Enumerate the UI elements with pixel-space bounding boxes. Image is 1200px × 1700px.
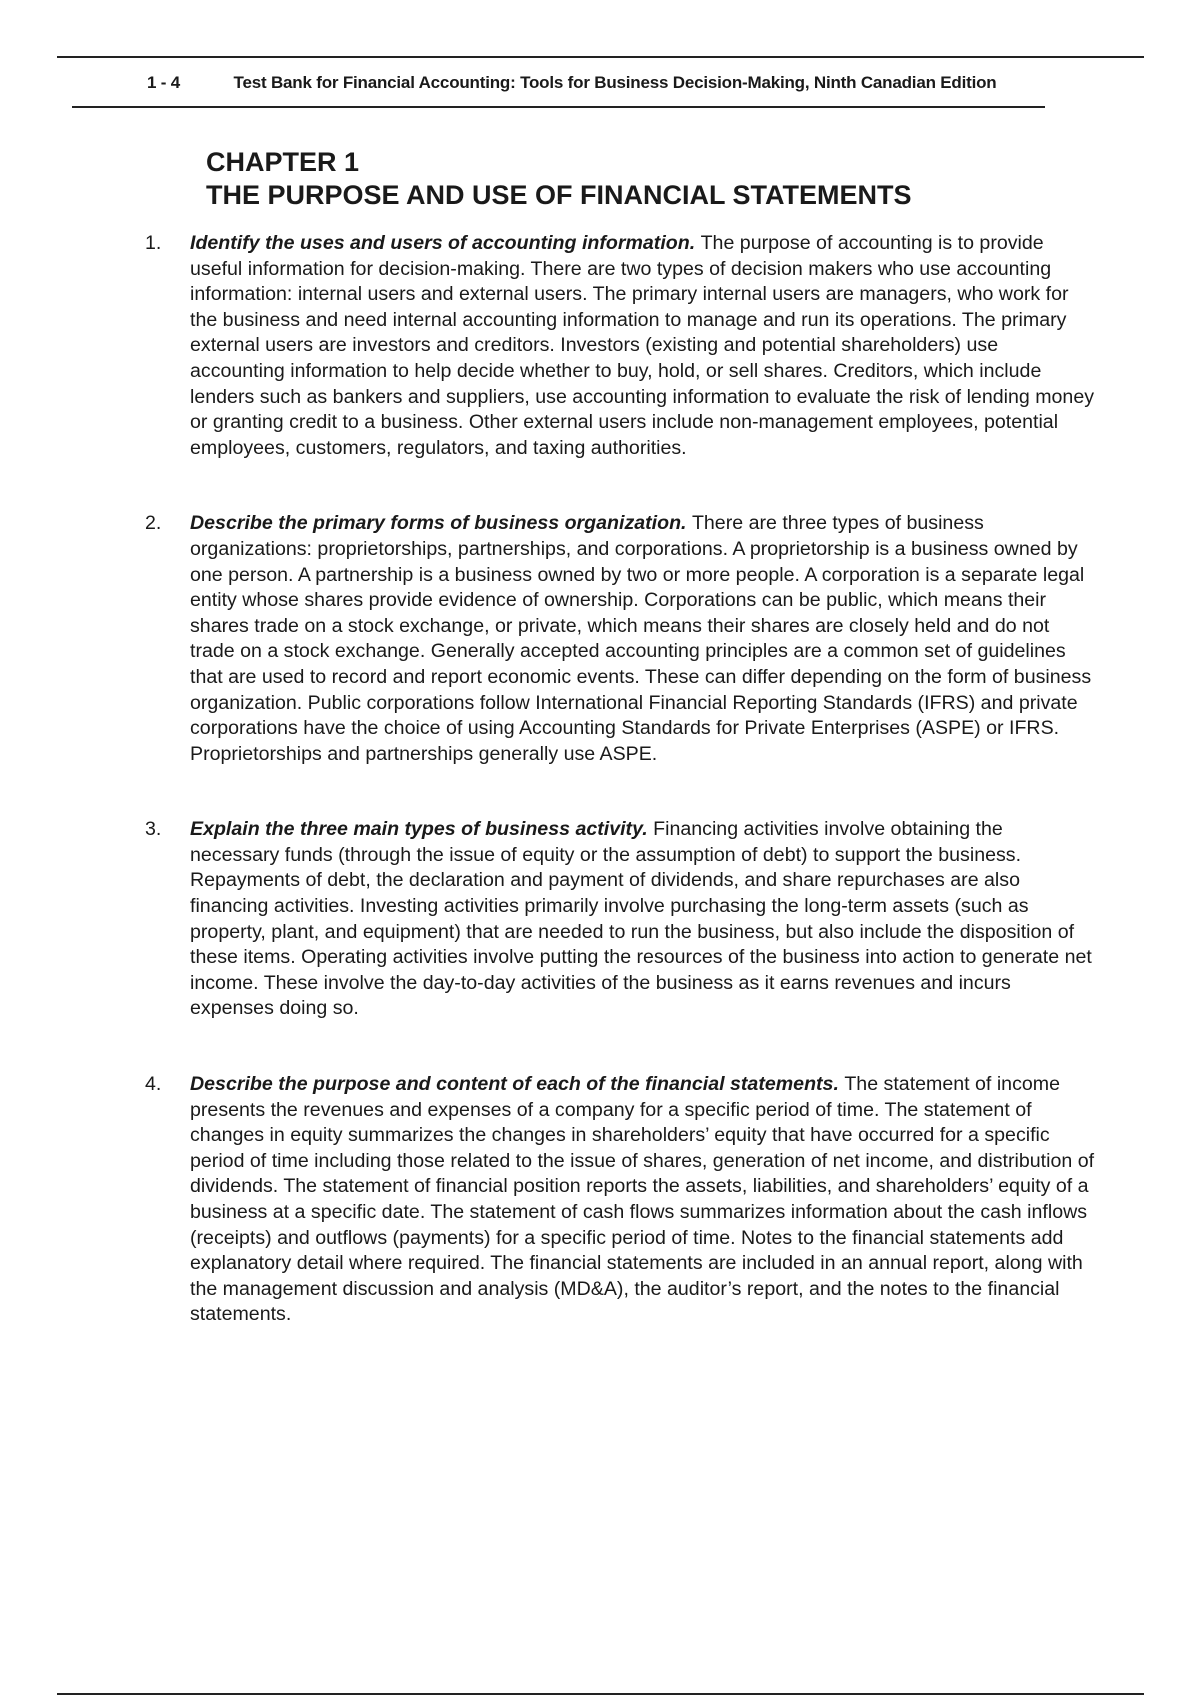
objective-number: 2. [145, 512, 162, 535]
objective-title: Explain the three main types of business activity. [190, 818, 654, 841]
objective-number: 1. [145, 232, 162, 254]
page-header [147, 73, 996, 95]
book-title: Test Bank for Financial Accounting: Tools for Business Decision-Making, Ninth Canadian Edition [233, 73, 997, 92]
learning-objective [145, 1072, 1095, 1328]
objective-number: 4. [145, 1073, 162, 1096]
objective-title: Describe the primary forms of business organization. [190, 512, 692, 535]
objective-text: The purpose of accounting is to provide useful information for decision-making. There are two types of decision makers who use accounting information: internal users and external users. The primary internal users are managers, who work for the business and need internal accounting information to manage and run its operations. The primary external users are investors and creditors. Investors (existing and potential shareholders) use accounting information to help decide whether to buy, hold, or sell shares. Creditors, which include lenders such as bankers and suppliers, use accounting information to evaluate the risk of lending money or granting credit to a business. Other external users include non-management employees, potential employees, customers, regulators, and taxing authorities. [190, 232, 1095, 459]
objective-text: The statement of income presents the revenues and expenses of a company for a specific period of time. The statement of changes in equity summarizes the changes in shareholders’ equity that have occurred for a specific period of time including those related to the issue of shares, generation of net income, and distribution of dividends. The statement of financial position reports the assets, liabilities, and shareholders’ equity of a business at a specific date. The statement of cash flows summarizes information about the cash inflows (receipts) and outflows (payments) for a specific period of time. Notes to the financial statements add explanatory detail where required. The financial statements are included in an annual report, along with the management discussion and analysis (MD&A), the auditor’s report, and the notes to the financial statements. [190, 1073, 1095, 1326]
chapter-heading [206, 146, 912, 212]
chapter-label: CHAPTER 1 [206, 147, 360, 177]
page-number: 1 - 4 [147, 73, 181, 92]
objective-title: Identify the uses and users of accounting information. [190, 232, 701, 254]
learning-objective [145, 817, 1095, 1022]
header-rule [72, 106, 1045, 108]
objective-title: Describe the purpose and content of each of the financial statements. [190, 1073, 845, 1096]
learning-objective [145, 231, 1095, 461]
bottom-rule [57, 1693, 1144, 1695]
objective-number: 3. [145, 818, 162, 841]
top-rule [57, 56, 1144, 58]
objective-text: Financing activities involve obtaining the necessary funds (through the issue of equity or the assumption of debt) to support the business. Repayments of debt, the declaration and payment of dividends, and share repurchases are also financing activities. Investing activities primarily involve purchasing the long-term assets (such as property, plant, and equipment) that are needed to run the business, but also include the disposition of these items. Operating activities involve putting the resources of the business into action to generate net income. These involve the day-to-day activities of the business as it earns revenues and incurs expenses doing so. [190, 818, 1092, 1020]
objective-text: There are three types of business organizations: proprietorships, partnerships, and corporations. A proprietorship is a business owned by one person. A partnership is a business owned by two or more people. A corporation is a separate legal entity whose shares provide evidence of ownership. Corporations can be public, which means their shares trade on a stock exchange, or private, which means their shares are closely held and do not trade on a stock exchange. Generally accepted accounting principles are a common set of guidelines that are used to record and report economic events. These can differ depending on the form of business organization. Public corporations follow International Financial Reporting Standards (IFRS) and private corporations have the choice of using Accounting Standards for Private Enterprises (ASPE) or IFRS. Proprietorships and partnerships generally use ASPE. [190, 512, 1092, 765]
chapter-title: THE PURPOSE AND USE OF FINANCIAL STATEMENTS [206, 180, 912, 210]
learning-objective [145, 511, 1095, 767]
learning-objectives-list [145, 231, 1095, 1378]
